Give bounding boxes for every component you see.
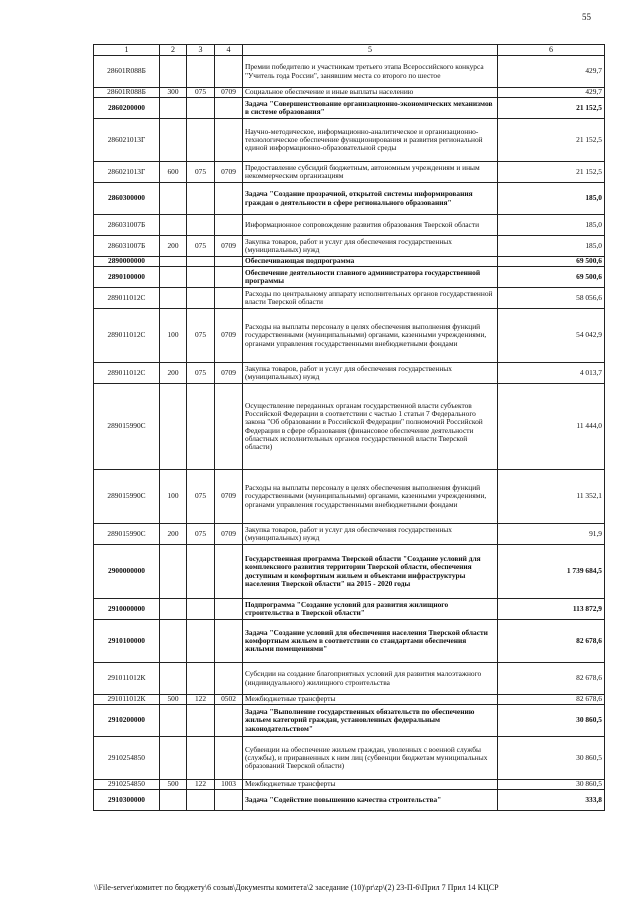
code-cell: 2910300000	[94, 790, 160, 811]
col3-cell	[187, 215, 215, 236]
table-row	[94, 236, 605, 257]
header-cell: 3	[187, 45, 215, 56]
amount-cell: 4 013,7	[498, 363, 605, 384]
name-cell: Закупка товаров, работ и услуг для обеспечения государственных (муниципальных) нужд	[243, 363, 498, 384]
amount-cell: 30 860,5	[498, 737, 605, 780]
col3-cell	[187, 384, 215, 470]
col2-cell	[160, 599, 187, 620]
name-cell: Межбюджетные трансферты	[243, 695, 498, 705]
table-row	[94, 705, 605, 737]
amount-cell: 185,0	[498, 236, 605, 257]
col2-cell: 100	[160, 309, 187, 363]
col4-cell	[215, 56, 243, 88]
name-cell: Осуществление переданных органам государственной власти субъектов Российской Федерации в соответствии с частью 1 статьи 7 Федерального закона "Об образовании в Российской Федерации" полномочий Российской Федерации в сфере образования (финансовое обеспечение деятельности областных исполнительных органов государственной власти Тверской области)	[243, 384, 498, 470]
name-cell: Обеспечивающая подпрограмма	[243, 257, 498, 267]
header-cell: 4	[215, 45, 243, 56]
amount-cell: 185,0	[498, 215, 605, 236]
amount-cell: 11 352,1	[498, 470, 605, 524]
col4-cell	[215, 119, 243, 162]
name-cell: Межбюджетные трансферты	[243, 780, 498, 790]
table-row	[94, 737, 605, 780]
code-cell: 2910100000	[94, 620, 160, 663]
col3-cell	[187, 98, 215, 119]
name-cell: Задача "Совершенствование организационно-экономических механизмов в системе образования"	[243, 98, 498, 119]
amount-cell: 30 860,5	[498, 705, 605, 737]
amount-cell: 82 678,6	[498, 620, 605, 663]
amount-cell: 54 042,9	[498, 309, 605, 363]
name-cell: Государственная программа Тверской области "Создание условий для комплексного развития территории Тверской области, обеспечения доступным и комфортным жильем и объектами инфраструктуры населения Тверской области" на 2015 - 2020 годы	[243, 545, 498, 599]
name-cell: Обеспечение деятельности главного администратора государственной программы	[243, 267, 498, 288]
table-row	[94, 257, 605, 267]
code-cell: 286021013Г	[94, 162, 160, 183]
table-row	[94, 215, 605, 236]
page-number: 55	[582, 12, 591, 22]
amount-cell: 1 739 684,5	[498, 545, 605, 599]
name-cell: Премии победителю и участникам третьего этапа Всероссийского конкурса "Учитель года России", занявшим места со второго по шестое	[243, 56, 498, 88]
amount-cell: 82 678,6	[498, 663, 605, 695]
col2-cell	[160, 705, 187, 737]
col2-cell: 200	[160, 363, 187, 384]
col4-cell	[215, 257, 243, 267]
col3-cell: 075	[187, 88, 215, 98]
code-cell: 291011012К	[94, 663, 160, 695]
name-cell: Социальное обеспечение и иные выплаты населению	[243, 88, 498, 98]
amount-cell: 429,7	[498, 56, 605, 88]
col4-cell	[215, 288, 243, 309]
name-cell: Субвенции на обеспечение жильем граждан, уволенных с военной службы (службы), и приравненных к ним лиц (субвенции бюджетам муниципальных образований Тверской области)	[243, 737, 498, 780]
col3-cell	[187, 663, 215, 695]
amount-cell: 30 860,5	[498, 780, 605, 790]
col4-cell: 0709	[215, 470, 243, 524]
name-cell: Задача "Создание условий для обеспечения населения Тверской области комфортным жильем в соответствии со стандартами обеспечения жилыми помещениями"	[243, 620, 498, 663]
col4-cell: 0709	[215, 309, 243, 363]
table-row	[94, 98, 605, 119]
code-cell: 2860200000	[94, 98, 160, 119]
col4-cell	[215, 384, 243, 470]
col4-cell	[215, 98, 243, 119]
name-cell: Закупка товаров, работ и услуг для обеспечения государственных (муниципальных) нужд	[243, 236, 498, 257]
table-row	[94, 267, 605, 288]
code-cell: 289015990С	[94, 384, 160, 470]
code-cell: 2890000000	[94, 257, 160, 267]
amount-cell: 429,7	[498, 88, 605, 98]
name-cell: Расходы по центральному аппарату исполнительных органов государственной власти Тверской области	[243, 288, 498, 309]
code-cell: 28601R088Б	[94, 56, 160, 88]
table-row	[94, 695, 605, 705]
col3-cell	[187, 119, 215, 162]
name-cell: Расходы на выплаты персоналу в целях обеспечения выполнения функций государственными (муниципальными) органами, казенными учреждениями, органами управления государственными внебюджетными фондами	[243, 309, 498, 363]
code-cell: 289011012С	[94, 288, 160, 309]
col2-cell: 100	[160, 470, 187, 524]
col3-cell	[187, 267, 215, 288]
amount-cell: 91,9	[498, 524, 605, 545]
header-cell: 1	[94, 45, 160, 56]
name-cell: Закупка товаров, работ и услуг для обеспечения государственных (муниципальных) нужд	[243, 524, 498, 545]
col4-cell	[215, 663, 243, 695]
amount-cell: 333,8	[498, 790, 605, 811]
name-cell: Задача "Выполнение государственных обязательств по обеспечению жильем категорий граждан, установленных федеральным законодательством"	[243, 705, 498, 737]
col4-cell: 0709	[215, 162, 243, 183]
table-row	[94, 545, 605, 599]
amount-cell: 11 444,0	[498, 384, 605, 470]
col4-cell: 0709	[215, 524, 243, 545]
col3-cell	[187, 620, 215, 663]
col2-cell	[160, 267, 187, 288]
amount-cell: 21 152,5	[498, 162, 605, 183]
col2-cell	[160, 56, 187, 88]
col3-cell: 122	[187, 780, 215, 790]
amount-cell: 69 500,6	[498, 257, 605, 267]
table-row	[94, 790, 605, 811]
table-row	[94, 56, 605, 88]
table-row	[94, 620, 605, 663]
table-row	[94, 88, 605, 98]
col3-cell	[187, 545, 215, 599]
col4-cell	[215, 183, 243, 215]
amount-cell: 21 152,5	[498, 98, 605, 119]
code-cell: 2910254850	[94, 737, 160, 780]
col2-cell: 200	[160, 524, 187, 545]
col3-cell: 075	[187, 524, 215, 545]
col2-cell	[160, 384, 187, 470]
col2-cell	[160, 737, 187, 780]
code-cell: 2910000000	[94, 599, 160, 620]
code-cell: 28601R088Б	[94, 88, 160, 98]
col2-cell	[160, 790, 187, 811]
table-row	[94, 599, 605, 620]
name-cell: Задача "Содействие повышению качества строительства"	[243, 790, 498, 811]
col3-cell	[187, 56, 215, 88]
col2-cell	[160, 119, 187, 162]
col3-cell: 075	[187, 236, 215, 257]
col4-cell	[215, 215, 243, 236]
col4-cell	[215, 267, 243, 288]
col4-cell	[215, 599, 243, 620]
col2-cell: 300	[160, 88, 187, 98]
table-row	[94, 119, 605, 162]
col3-cell	[187, 183, 215, 215]
col3-cell: 075	[187, 470, 215, 524]
table-row	[94, 524, 605, 545]
col2-cell	[160, 545, 187, 599]
col2-cell: 500	[160, 780, 187, 790]
code-cell: 2910254850	[94, 780, 160, 790]
col4-cell	[215, 545, 243, 599]
code-cell: 2910200000	[94, 705, 160, 737]
col3-cell	[187, 790, 215, 811]
col3-cell: 075	[187, 363, 215, 384]
col4-cell: 0709	[215, 88, 243, 98]
header-cell: 6	[498, 45, 605, 56]
col4-cell: 1003	[215, 780, 243, 790]
col2-cell	[160, 620, 187, 663]
col3-cell: 075	[187, 162, 215, 183]
table-row	[94, 384, 605, 470]
col3-cell	[187, 599, 215, 620]
col3-cell	[187, 705, 215, 737]
table-row	[94, 183, 605, 215]
name-cell: Субсидии на создание благоприятных условий для развития малоэтажного (индивидуального) жилищного строительства	[243, 663, 498, 695]
code-cell: 2900000000	[94, 545, 160, 599]
amount-cell: 82 678,6	[498, 695, 605, 705]
col4-cell	[215, 737, 243, 780]
budget-table	[93, 44, 605, 811]
col3-cell: 122	[187, 695, 215, 705]
header-cell: 5	[243, 45, 498, 56]
col4-cell	[215, 790, 243, 811]
col2-cell: 200	[160, 236, 187, 257]
amount-cell: 21 152,5	[498, 119, 605, 162]
table-row	[94, 288, 605, 309]
table-row	[94, 780, 605, 790]
code-cell: 286021013Г	[94, 119, 160, 162]
col3-cell	[187, 737, 215, 780]
col4-cell: 0709	[215, 363, 243, 384]
code-cell: 289015990С	[94, 470, 160, 524]
col3-cell	[187, 257, 215, 267]
header-cell: 2	[160, 45, 187, 56]
col4-cell	[215, 705, 243, 737]
col2-cell	[160, 183, 187, 215]
amount-cell: 113 872,9	[498, 599, 605, 620]
name-cell: Задача "Создание прозрачной, открытой системы информирования граждан о деятельности в сфере регионального образования"	[243, 183, 498, 215]
col2-cell	[160, 288, 187, 309]
table-header-row	[94, 45, 605, 56]
name-cell: Подпрограмма "Создание условий для развития жилищного строительства в Тверской области"	[243, 599, 498, 620]
code-cell: 286031007Б	[94, 236, 160, 257]
code-cell: 2890100000	[94, 267, 160, 288]
col2-cell: 500	[160, 695, 187, 705]
name-cell: Предоставление субсидий бюджетным, автономным учреждениям и иным некоммерческим организациям	[243, 162, 498, 183]
col2-cell	[160, 257, 187, 267]
table-row	[94, 470, 605, 524]
name-cell: Расходы на выплаты персоналу в целях обеспечения выполнения функций государственными (муниципальными) органами, казенными учреждениями, органами управления государственными внебюджетными фондами	[243, 470, 498, 524]
col2-cell	[160, 215, 187, 236]
code-cell: 289015990С	[94, 524, 160, 545]
code-cell: 289011012С	[94, 309, 160, 363]
col4-cell: 0709	[215, 236, 243, 257]
code-cell: 289011012С	[94, 363, 160, 384]
table-row	[94, 363, 605, 384]
footer-file-path: \\File-server\комитет по бюджету\6 созыв\Документы комитета\2 заседание (10)\pr\zp\(2) 23-П-6\Прил 7 Прил 14 КЦСР	[94, 883, 499, 892]
code-cell: 2860300000	[94, 183, 160, 215]
code-cell: 286031007Б	[94, 215, 160, 236]
col4-cell: 0502	[215, 695, 243, 705]
table-row	[94, 309, 605, 363]
table-row	[94, 162, 605, 183]
table-row	[94, 663, 605, 695]
col2-cell: 600	[160, 162, 187, 183]
amount-cell: 58 056,6	[498, 288, 605, 309]
code-cell: 291011012К	[94, 695, 160, 705]
col4-cell	[215, 620, 243, 663]
name-cell: Научно-методическое, информационно-аналитическое и организационно-технологическое обеспечение функционирования и развития региональной единой информационно-образовательной среды	[243, 119, 498, 162]
col2-cell	[160, 663, 187, 695]
col3-cell: 075	[187, 309, 215, 363]
amount-cell: 185,0	[498, 183, 605, 215]
col3-cell	[187, 288, 215, 309]
name-cell: Информационное сопровождение развития образования Тверской области	[243, 215, 498, 236]
amount-cell: 69 500,6	[498, 267, 605, 288]
col2-cell	[160, 98, 187, 119]
